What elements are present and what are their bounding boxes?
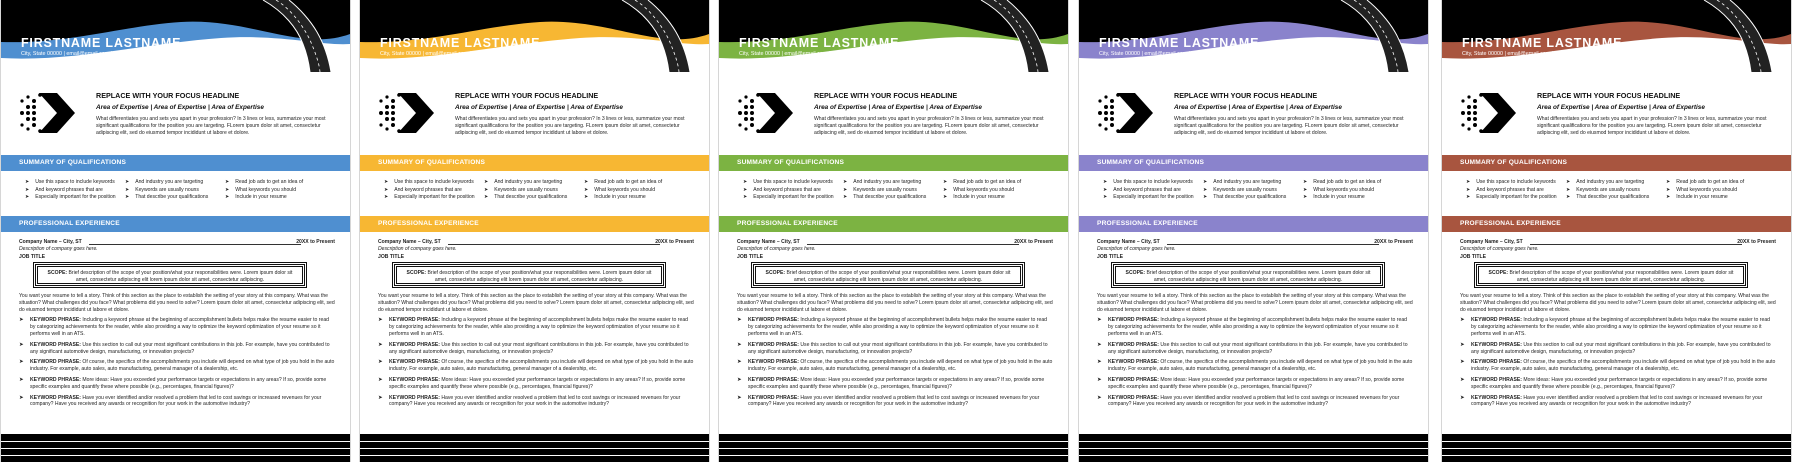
qualification-item: ➤ And keyword phrases that are: [384, 186, 462, 193]
areas-of-expertise: Area of Expertise | Area of Expertise | Area of Expertise: [1537, 104, 1705, 111]
qualification-item: ➤ Especially important for the position: [1466, 194, 1557, 200]
resume-page-brown: [1441, 0, 1792, 462]
arrow-bullet-icon: ➤: [25, 186, 30, 193]
accomplishment-bullet: ➤ KEYWORD PHRASE: Including a keyword phrase at the beginning of accomplishment bullets helps make the resume easier to read by categorizing achievements for the reader, while also providing a way to optimize the keyword optimization of your resume so it performs well in an ATS.: [1097, 317, 1407, 337]
arrow-bullet-icon: ➤: [1203, 179, 1208, 185]
profile-blurb: What differentiates you and sets you apart in your profession? In 3 lines or less, summarize your most significant qualifications for the position you are targeting. FLorem ipsum dolor sit amet, consectetur adipiscing elit, sed do eiusmod tempor incididunt ut labore et dolore.: [1537, 116, 1767, 136]
triangle-bullet-icon: ➤: [378, 341, 383, 348]
qualification-item: ➤ Read job ads to get an idea of: [943, 179, 1022, 185]
qualification-item: ➤ Use this space to include keywords: [1466, 179, 1556, 185]
qualification-item: ➤ Include in your resume: [943, 194, 1005, 200]
experience-section: [1460, 239, 1776, 408]
qualifications-column-2: [125, 179, 208, 202]
focus-headline: REPLACE WITH YOUR FOCUS HEADLINE: [814, 91, 958, 100]
summary-heading: SUMMARY OF QUALIFICATIONS: [719, 155, 1068, 171]
road-footer: [1079, 434, 1428, 462]
triangle-bullet-icon: ➤: [19, 359, 24, 366]
story-paragraph: You want your resume to tell a story. Think of this section as the place to establish the setting of your story at this company. What was the situation? What challenges did you face? What problems did you need to solve? Lorem ipsum dolor sit amet, consectetur adipiscing elit, sed do eiusmod tempor incididunt ut labore et dolore.: [1097, 293, 1413, 313]
accomplishment-bullet: ➤ KEYWORD PHRASE: More ideas: Have you exceeded your performance targets or expectations in any areas? If so, provide some specific examples and quantify these where possible (e.g., percentages, financial figures)?: [1097, 376, 1405, 390]
job-title: JOB TITLE: [378, 254, 405, 260]
job-title: JOB TITLE: [1460, 254, 1487, 260]
resume-header: [1079, 0, 1428, 72]
arrow-bullet-icon: ➤: [1466, 179, 1471, 185]
accomplishment-bullet: ➤ KEYWORD PHRASE: Of course, the specifics of the accomplishments you include will depend on what type of job you hold in the auto industry. For example, auto sales, auto manufacturing, general manager of a dealership, etc.: [1097, 359, 1413, 373]
experience-section: [19, 239, 335, 408]
divider: [807, 244, 1019, 245]
qualification-item: ➤ Especially important for the position: [384, 194, 475, 200]
road-footer: [360, 434, 709, 462]
contact-line: City, State 00000 | email@email.com | linkedin.co/in/fake: [380, 51, 516, 57]
company-name: Company Name – City, ST: [19, 239, 82, 245]
arrow-bullet-icon: ➤: [1203, 194, 1208, 200]
focus-headline: REPLACE WITH YOUR FOCUS HEADLINE: [455, 91, 599, 100]
focus-headline: REPLACE WITH YOUR FOCUS HEADLINE: [96, 91, 240, 100]
arrow-bullet-icon: ➤: [584, 179, 589, 185]
accomplishment-bullet: ➤ KEYWORD PHRASE: Of course, the specifics of the accomplishments you include will depend on what type of job you hold in the auto industry. For example, auto sales, auto manufacturing, general manager of a dealership, etc.: [737, 359, 1053, 373]
qualification-item: ➤ Read job ads to get an idea of: [225, 179, 304, 185]
arrow-bullet-icon: ➤: [384, 186, 389, 193]
job-title: JOB TITLE: [737, 254, 764, 260]
summary-heading: SUMMARY OF QUALIFICATIONS: [1442, 155, 1791, 171]
qualifications-column-2: [843, 179, 926, 202]
qualification-item: ➤ Keywords are usually nouns: [125, 186, 199, 193]
accomplishment-bullet: ➤ KEYWORD PHRASE: Use this section to call out your most significant contributions in this job. For example, have you contributed to any significant automotive design, manufacturing, or innovation projects?: [19, 341, 330, 355]
contact-line: City, State 00000 | email@email.com | linkedin.co/in/fake: [739, 51, 875, 57]
scope-box: SCOPE: Brief description of the scope of your position/what your responsibilities were. Lorem ipsum dolor sit amet, consectetur adipiscing elit lorem ipsum dolor sit amet, consectetur adipiscing.: [753, 264, 1023, 286]
divider: [89, 244, 301, 245]
qualification-item: ➤ And keyword phrases that are: [743, 186, 821, 193]
arrow-bullet-icon: ➤: [943, 179, 948, 185]
employment-dates: 20XX to Present: [296, 239, 335, 245]
scope-box: SCOPE: Brief description of the scope of your position/what your responsibilities were. Lorem ipsum dolor sit amet, consectetur adipiscing elit lorem ipsum dolor sit amet, consectetur adipiscing.: [1476, 264, 1746, 286]
triangle-bullet-icon: ➤: [737, 394, 742, 401]
qualification-item: ➤ And keyword phrases that are: [1466, 186, 1544, 193]
triangle-bullet-icon: ➤: [1097, 394, 1102, 401]
triangle-bullet-icon: ➤: [737, 317, 742, 324]
arrow-bullet-icon: ➤: [1303, 179, 1308, 185]
qualification-item: ➤ And keyword phrases that are: [1103, 186, 1181, 193]
company-name: Company Name – City, ST: [737, 239, 800, 245]
summary-heading: SUMMARY OF QUALIFICATIONS: [360, 155, 709, 171]
arrow-bullet-icon: ➤: [1466, 194, 1471, 200]
experience-heading: PROFESSIONAL EXPERIENCE: [1, 216, 350, 232]
arrow-bullet-icon: ➤: [943, 186, 948, 193]
company-description: Description of company goes here.: [1460, 246, 1539, 252]
focus-section: [1442, 80, 1791, 142]
arrow-bullet-icon: ➤: [1103, 186, 1108, 193]
qualification-item: ➤ Especially important for the position: [1103, 194, 1194, 200]
profile-blurb: What differentiates you and sets you apart in your profession? In 3 lines or less, summarize your most significant qualifications for the position you are targeting. FLorem ipsum dolor sit amet, consectetur adipiscing elit, sed do eiusmod tempor incididunt ut labore et dolore.: [96, 116, 326, 136]
road-footer: [719, 434, 1068, 462]
employment-dates: 20XX to Present: [1374, 239, 1413, 245]
arrow-bullet-icon: ➤: [1203, 186, 1208, 193]
accomplishment-bullet: ➤ KEYWORD PHRASE: More ideas: Have you exceeded your performance targets or expectations in any areas? If so, provide some specific examples and quantify these where possible (e.g., percentages, financial figures)?: [737, 376, 1045, 390]
arrow-bullet-icon: ➤: [743, 186, 748, 193]
experience-section: [737, 239, 1053, 408]
job-title: JOB TITLE: [1097, 254, 1124, 260]
triangle-bullet-icon: ➤: [737, 376, 742, 383]
arrow-bullet-icon: ➤: [843, 194, 848, 200]
qualifications-column-3: [225, 179, 303, 202]
qualification-item: ➤ What keywords you should: [1666, 186, 1738, 193]
qualification-item: ➤ And industry you are targeting: [1203, 179, 1282, 185]
arrow-bullet-icon: ➤: [843, 179, 848, 185]
qualifications-column-2: [484, 179, 567, 202]
profile-blurb: What differentiates you and sets you apart in your profession? In 3 lines or less, summarize your most significant qualifications for the position you are targeting. FLorem ipsum dolor sit amet, consectetur adipiscing elit, sed do eiusmod tempor incididunt ut labore et dolore.: [455, 116, 685, 136]
company-row: [378, 239, 694, 246]
resume-header: [719, 0, 1068, 72]
qualification-item: ➤ Use this space to include keywords: [384, 179, 474, 185]
accomplishment-bullet: ➤ KEYWORD PHRASE: Use this section to call out your most significant contributions in this job. For example, have you contributed to any significant automotive design, manufacturing, or innovation projects?: [737, 341, 1048, 355]
areas-of-expertise: Area of Expertise | Area of Expertise | Area of Expertise: [814, 104, 982, 111]
accomplishment-bullet: ➤ KEYWORD PHRASE: Of course, the specifics of the accomplishments you include will depend on what type of job you hold in the auto industry. For example, auto sales, auto manufacturing, general manager of a dealership, etc.: [1460, 359, 1776, 373]
qualifications-column-1: [384, 179, 475, 202]
focus-headline: REPLACE WITH YOUR FOCUS HEADLINE: [1537, 91, 1681, 100]
qualifications-column-3: [1666, 179, 1744, 202]
triangle-bullet-icon: ➤: [1097, 341, 1102, 348]
qualification-item: ➤ Keywords are usually nouns: [1203, 186, 1277, 193]
triangle-bullet-icon: ➤: [19, 394, 24, 401]
road-footer: [1442, 434, 1791, 462]
qualifications-column-3: [1303, 179, 1381, 202]
qualification-item: ➤ And industry you are targeting: [484, 179, 563, 185]
story-paragraph: You want your resume to tell a story. Think of this section as the place to establish the setting of your story at this company. What was the situation? What challenges did you face? What problems did you need to solve? Lorem ipsum dolor sit amet, consectetur adipiscing elit, sed do eiusmod tempor incididunt ut labore et dolore.: [19, 293, 335, 313]
experience-section: [1097, 239, 1413, 408]
arrow-bullet-icon: ➤: [484, 194, 489, 200]
triangle-bullet-icon: ➤: [1460, 394, 1465, 401]
areas-of-expertise: Area of Expertise | Area of Expertise | Area of Expertise: [1174, 104, 1342, 111]
triangle-bullet-icon: ➤: [19, 341, 24, 348]
qualification-item: ➤ Read job ads to get an idea of: [584, 179, 663, 185]
triangle-bullet-icon: ➤: [19, 317, 24, 324]
scope-box: SCOPE: Brief description of the scope of your position/what your responsibilities were. Lorem ipsum dolor sit amet, consectetur adipiscing elit lorem ipsum dolor sit amet, consectetur adipiscing.: [394, 264, 664, 286]
experience-section: [378, 239, 694, 408]
arrow-bullet-icon: ➤: [384, 194, 389, 200]
divider: [448, 244, 660, 245]
employment-dates: 20XX to Present: [1014, 239, 1053, 245]
qualification-item: ➤ What keywords you should: [1303, 186, 1375, 193]
arrow-bullet-icon: ➤: [843, 186, 848, 193]
arrow-bullet-icon: ➤: [125, 194, 130, 200]
profile-blurb: What differentiates you and sets you apart in your profession? In 3 lines or less, summarize your most significant qualifications for the position you are targeting. FLorem ipsum dolor sit amet, consectetur adipiscing elit, sed do eiusmod tempor incididunt ut labore et dolore.: [1174, 116, 1404, 136]
scope-box: SCOPE: Brief description of the scope of your position/what your responsibilities were. Lorem ipsum dolor sit amet, consectetur adipiscing elit lorem ipsum dolor sit amet, consectetur adipiscing.: [35, 264, 305, 286]
accomplishment-bullet: ➤ KEYWORD PHRASE: Use this section to call out your most significant contributions in this job. For example, have you contributed to any significant automotive design, manufacturing, or innovation projects?: [378, 341, 689, 355]
qualification-item: ➤ Include in your resume: [584, 194, 646, 200]
resume-page-blue: [0, 0, 351, 462]
qualification-item: ➤ Read job ads to get an idea of: [1666, 179, 1745, 185]
accomplishment-bullet: ➤ KEYWORD PHRASE: Of course, the specifics of the accomplishments you include will depend on what type of job you hold in the auto industry. For example, auto sales, auto manufacturing, general manager of a dealership, etc.: [378, 359, 694, 373]
profile-blurb: What differentiates you and sets you apart in your profession? In 3 lines or less, summarize your most significant qualifications for the position you are targeting. FLorem ipsum dolor sit amet, consectetur adipiscing elit, sed do eiusmod tempor incididunt ut labore et dolore.: [814, 116, 1044, 136]
arrow-bullet-icon: ➤: [25, 179, 30, 185]
accomplishment-bullet: ➤ KEYWORD PHRASE: Including a keyword phrase at the beginning of accomplishment bullets helps make the resume easier to read by categorizing achievements for the reader, while also providing a way to optimize the keyword optimization of your resume so it performs well in an ATS.: [19, 317, 329, 337]
accomplishment-bullet: ➤ KEYWORD PHRASE: More ideas: Have you exceeded your performance targets or expectations in any areas? If so, provide some specific examples and quantify these where possible (e.g., percentages, financial figures)?: [19, 376, 327, 390]
qualification-item: ➤ And industry you are targeting: [843, 179, 922, 185]
qualification-item: ➤ And industry you are targeting: [125, 179, 204, 185]
candidate-name: FIRSTNAME LASTNAME: [380, 36, 541, 50]
employment-dates: 20XX to Present: [1737, 239, 1776, 245]
qualification-item: ➤ That describe your qualifications: [125, 194, 209, 200]
company-name: Company Name – City, ST: [1097, 239, 1160, 245]
accomplishment-bullet: ➤ KEYWORD PHRASE: Including a keyword phrase at the beginning of accomplishment bullets helps make the resume easier to read by categorizing achievements for the reader, while also providing a way to optimize the keyword optimization of your resume so it performs well in an ATS.: [737, 317, 1047, 337]
focus-section: [1079, 80, 1428, 142]
qualification-item: ➤ That describe your qualifications: [1203, 194, 1287, 200]
company-row: [1097, 239, 1413, 246]
qualification-item: ➤ That describe your qualifications: [1566, 194, 1650, 200]
arrow-bullet-icon: ➤: [484, 179, 489, 185]
candidate-name: FIRSTNAME LASTNAME: [1462, 36, 1623, 50]
qualification-item: ➤ Include in your resume: [1666, 194, 1728, 200]
qualification-item: ➤ Keywords are usually nouns: [1566, 186, 1640, 193]
qualification-item: ➤ Include in your resume: [225, 194, 287, 200]
arrow-bullet-icon: ➤: [943, 194, 948, 200]
qualification-item: ➤ Use this space to include keywords: [1103, 179, 1193, 185]
arrow-bullet-icon: ➤: [1303, 194, 1308, 200]
accomplishment-bullet: ➤ KEYWORD PHRASE: Of course, the specifics of the accomplishments you include will depend on what type of job you hold in the auto industry. For example, auto sales, auto manufacturing, general manager of a dealership, etc.: [19, 359, 335, 373]
qualifications-column-2: [1566, 179, 1649, 202]
arrow-bullet-icon: ➤: [1466, 186, 1471, 193]
triangle-bullet-icon: ➤: [1460, 359, 1465, 366]
triangle-bullet-icon: ➤: [378, 376, 383, 383]
arrow-bullet-icon: ➤: [225, 179, 230, 185]
road-footer: [1, 434, 350, 462]
arrow-bullet-icon: ➤: [25, 194, 30, 200]
triangle-bullet-icon: ➤: [378, 317, 383, 324]
arrow-bullet-icon: ➤: [384, 179, 389, 185]
qualification-item: ➤ And industry you are targeting: [1566, 179, 1645, 185]
qualifications-column-2: [1203, 179, 1286, 202]
resume-page-purple: [1078, 0, 1429, 462]
contact-line: City, State 00000 | email@email.com | linkedin.co/in/fake: [1462, 51, 1598, 57]
experience-heading: PROFESSIONAL EXPERIENCE: [1442, 216, 1791, 232]
arrow-bullet-icon: ➤: [1103, 179, 1108, 185]
triangle-bullet-icon: ➤: [378, 359, 383, 366]
company-name: Company Name – City, ST: [1460, 239, 1523, 245]
candidate-name: FIRSTNAME LASTNAME: [1099, 36, 1260, 50]
contact-line: City, State 00000 | email@email.com | linkedin.co/in/fake: [21, 51, 157, 57]
arrow-bullet-icon: ➤: [743, 179, 748, 185]
arrow-bullet-icon: ➤: [1666, 186, 1671, 193]
accomplishment-bullet: ➤ KEYWORD PHRASE: Have you ever identified and/or resolved a problem that led to cost savings or increased revenues for your company? Have you received any awards or recognition for your work in the automotive industry?: [1097, 394, 1400, 408]
qualifications-column-1: [1466, 179, 1557, 202]
triangle-bullet-icon: ➤: [378, 394, 383, 401]
company-row: [737, 239, 1053, 246]
story-paragraph: You want your resume to tell a story. Think of this section as the place to establish the setting of your story at this company. What was the situation? What challenges did you face? What problems did you need to solve? Lorem ipsum dolor sit amet, consectetur adipiscing elit, sed do eiusmod tempor incididunt ut labore et dolore.: [1460, 293, 1776, 313]
resume-page-yellow: [359, 0, 710, 462]
accomplishment-bullet: ➤ KEYWORD PHRASE: Have you ever identified and/or resolved a problem that led to cost savings or increased revenues for your company? Have you received any awards or recognition for your work in the automotive industry?: [19, 394, 322, 408]
experience-heading: PROFESSIONAL EXPERIENCE: [360, 216, 709, 232]
qualification-item: ➤ What keywords you should: [225, 186, 297, 193]
divider: [1167, 244, 1379, 245]
candidate-name: FIRSTNAME LASTNAME: [739, 36, 900, 50]
arrow-bullet-icon: ➤: [484, 186, 489, 193]
qualifications-column-3: [943, 179, 1021, 202]
qualifications-column-1: [25, 179, 116, 202]
areas-of-expertise: Area of Expertise | Area of Expertise | Area of Expertise: [455, 104, 623, 111]
chevron-arrow-icon: [19, 93, 75, 133]
arrow-bullet-icon: ➤: [584, 194, 589, 200]
company-description: Description of company goes here.: [19, 246, 98, 252]
triangle-bullet-icon: ➤: [737, 341, 742, 348]
accomplishment-bullet: ➤ KEYWORD PHRASE: Have you ever identified and/or resolved a problem that led to cost savings or increased revenues for your company? Have you received any awards or recognition for your work in the automotive industry?: [1460, 394, 1763, 408]
resume-header: [1, 0, 350, 72]
arrow-bullet-icon: ➤: [125, 179, 130, 185]
resume-page-green: [718, 0, 1069, 462]
qualification-item: ➤ Include in your resume: [1303, 194, 1365, 200]
resume-header: [360, 0, 709, 72]
employment-dates: 20XX to Present: [655, 239, 694, 245]
story-paragraph: You want your resume to tell a story. Think of this section as the place to establish the setting of your story at this company. What was the situation? What challenges did you face? What problems did you need to solve? Lorem ipsum dolor sit amet, consectetur adipiscing elit, sed do eiusmod tempor incididunt ut labore et dolore.: [737, 293, 1053, 313]
divider: [1530, 244, 1742, 245]
qualifications-column-1: [1103, 179, 1194, 202]
chevron-arrow-icon: [1460, 93, 1516, 133]
summary-heading: SUMMARY OF QUALIFICATIONS: [1, 155, 350, 171]
accomplishment-bullet: ➤ KEYWORD PHRASE: Have you ever identified and/or resolved a problem that led to cost savings or increased revenues for your company? Have you received any awards or recognition for your work in the automotive industry?: [378, 394, 681, 408]
candidate-name: FIRSTNAME LASTNAME: [21, 36, 182, 50]
qualification-item: ➤ That describe your qualifications: [843, 194, 927, 200]
focus-section: [1, 80, 350, 142]
chevron-arrow-icon: [737, 93, 793, 133]
company-description: Description of company goes here.: [737, 246, 816, 252]
qualification-item: ➤ Use this space to include keywords: [743, 179, 833, 185]
accomplishment-bullet: ➤ KEYWORD PHRASE: Have you ever identified and/or resolved a problem that led to cost savings or increased revenues for your company? Have you received any awards or recognition for your work in the automotive industry?: [737, 394, 1040, 408]
accomplishment-bullet: ➤ KEYWORD PHRASE: Including a keyword phrase at the beginning of accomplishment bullets helps make the resume easier to read by categorizing achievements for the reader, while also providing a way to optimize the keyword optimization of your resume so it performs well in an ATS.: [378, 317, 688, 337]
accomplishment-bullet: ➤ KEYWORD PHRASE: More ideas: Have you exceeded your performance targets or expectations in any areas? If so, provide some specific examples and quantify these where possible (e.g., percentages, financial figures)?: [378, 376, 686, 390]
accomplishment-bullet: ➤ KEYWORD PHRASE: Use this section to call out your most significant contributions in this job. For example, have you contributed to any significant automotive design, manufacturing, or innovation projects?: [1460, 341, 1771, 355]
focus-headline: REPLACE WITH YOUR FOCUS HEADLINE: [1174, 91, 1318, 100]
company-name: Company Name – City, ST: [378, 239, 441, 245]
triangle-bullet-icon: ➤: [1460, 317, 1465, 324]
areas-of-expertise: Area of Expertise | Area of Expertise | Area of Expertise: [96, 104, 264, 111]
qualification-item: ➤ What keywords you should: [943, 186, 1015, 193]
triangle-bullet-icon: ➤: [1097, 317, 1102, 324]
qualification-item: ➤ Especially important for the position: [25, 194, 116, 200]
resume-header: [1442, 0, 1791, 72]
triangle-bullet-icon: ➤: [737, 359, 742, 366]
arrow-bullet-icon: ➤: [225, 186, 230, 193]
qualification-item: ➤ What keywords you should: [584, 186, 656, 193]
company-description: Description of company goes here.: [1097, 246, 1176, 252]
arrow-bullet-icon: ➤: [125, 186, 130, 193]
qualification-item: ➤ Keywords are usually nouns: [843, 186, 917, 193]
arrow-bullet-icon: ➤: [1566, 194, 1571, 200]
triangle-bullet-icon: ➤: [1460, 376, 1465, 383]
accomplishment-bullet: ➤ KEYWORD PHRASE: Including a keyword phrase at the beginning of accomplishment bullets helps make the resume easier to read by categorizing achievements for the reader, while also providing a way to optimize the keyword optimization of your resume so it performs well in an ATS.: [1460, 317, 1770, 337]
arrow-bullet-icon: ➤: [1303, 186, 1308, 193]
triangle-bullet-icon: ➤: [1097, 359, 1102, 366]
chevron-arrow-icon: [1097, 93, 1153, 133]
company-row: [1460, 239, 1776, 246]
arrow-bullet-icon: ➤: [1566, 186, 1571, 193]
focus-section: [360, 80, 709, 142]
experience-heading: PROFESSIONAL EXPERIENCE: [1079, 216, 1428, 232]
arrow-bullet-icon: ➤: [225, 194, 230, 200]
arrow-bullet-icon: ➤: [1566, 179, 1571, 185]
scope-box: SCOPE: Brief description of the scope of your position/what your responsibilities were. Lorem ipsum dolor sit amet, consectetur adipiscing elit lorem ipsum dolor sit amet, consectetur adipiscing.: [1113, 264, 1383, 286]
contact-line: City, State 00000 | email@email.com | linkedin.co/in/fake: [1099, 51, 1235, 57]
qualifications-column-1: [743, 179, 834, 202]
triangle-bullet-icon: ➤: [1460, 341, 1465, 348]
company-description: Description of company goes here.: [378, 246, 457, 252]
triangle-bullet-icon: ➤: [1097, 376, 1102, 383]
qualification-item: ➤ Keywords are usually nouns: [484, 186, 558, 193]
arrow-bullet-icon: ➤: [743, 194, 748, 200]
experience-heading: PROFESSIONAL EXPERIENCE: [719, 216, 1068, 232]
arrow-bullet-icon: ➤: [584, 186, 589, 193]
qualification-item: ➤ That describe your qualifications: [484, 194, 568, 200]
story-paragraph: You want your resume to tell a story. Think of this section as the place to establish the setting of your story at this company. What was the situation? What challenges did you face? What problems did you need to solve? Lorem ipsum dolor sit amet, consectetur adipiscing elit, sed do eiusmod tempor incididunt ut labore et dolore.: [378, 293, 694, 313]
focus-section: [719, 80, 1068, 142]
qualification-item: ➤ Especially important for the position: [743, 194, 834, 200]
job-title: JOB TITLE: [19, 254, 46, 260]
arrow-bullet-icon: ➤: [1666, 179, 1671, 185]
accomplishment-bullet: ➤ KEYWORD PHRASE: Use this section to call out your most significant contributions in this job. For example, have you contributed to any significant automotive design, manufacturing, or innovation projects?: [1097, 341, 1408, 355]
qualification-item: ➤ Use this space to include keywords: [25, 179, 115, 185]
arrow-bullet-icon: ➤: [1103, 194, 1108, 200]
qualifications-column-3: [584, 179, 662, 202]
accomplishment-bullet: ➤ KEYWORD PHRASE: More ideas: Have you exceeded your performance targets or expectations in any areas? If so, provide some specific examples and quantify these where possible (e.g., percentages, financial figures)?: [1460, 376, 1768, 390]
triangle-bullet-icon: ➤: [19, 376, 24, 383]
qualification-item: ➤ Read job ads to get an idea of: [1303, 179, 1382, 185]
arrow-bullet-icon: ➤: [1666, 194, 1671, 200]
summary-heading: SUMMARY OF QUALIFICATIONS: [1079, 155, 1428, 171]
company-row: [19, 239, 335, 246]
chevron-arrow-icon: [378, 93, 434, 133]
qualification-item: ➤ And keyword phrases that are: [25, 186, 103, 193]
